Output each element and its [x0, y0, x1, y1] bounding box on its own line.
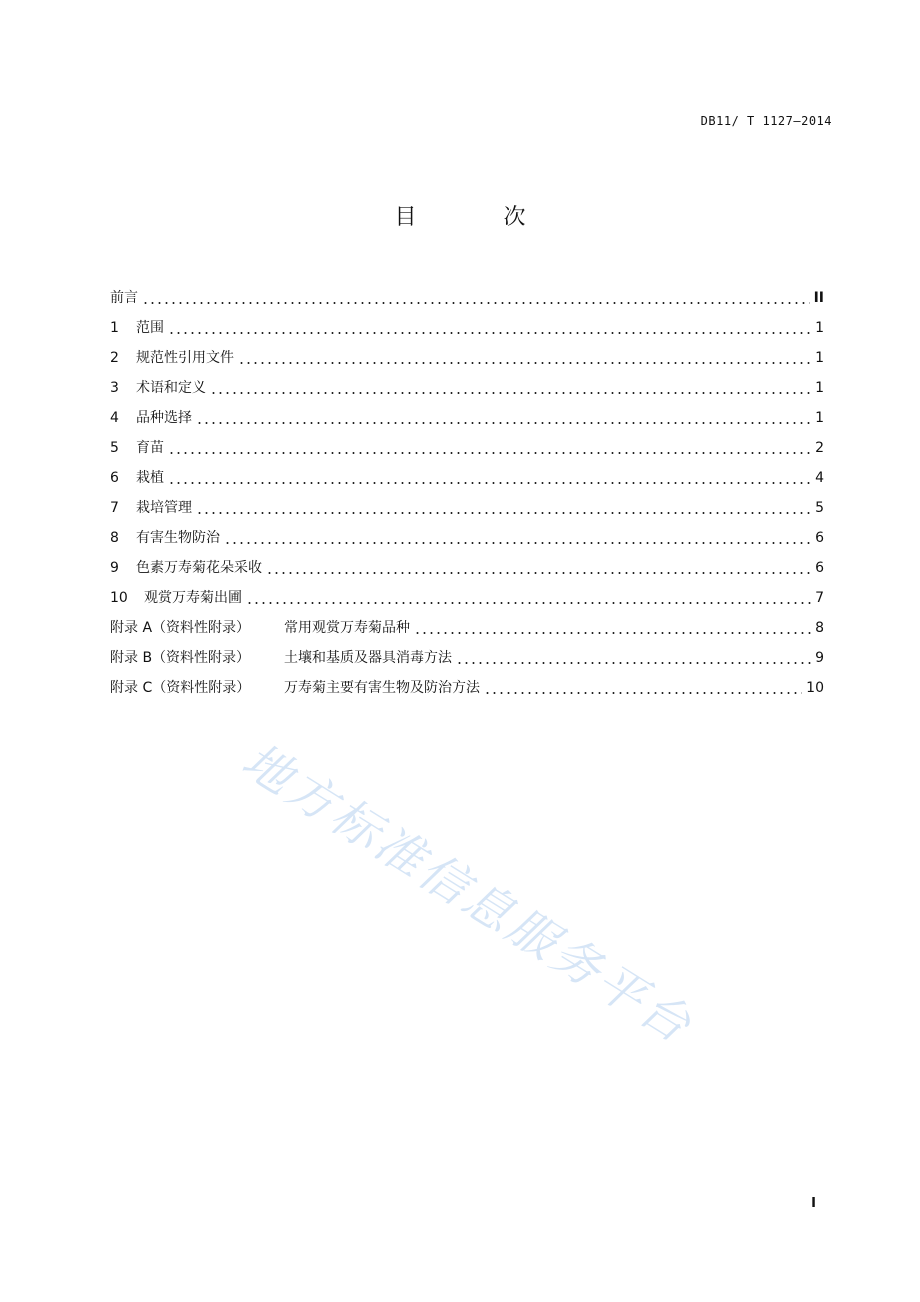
toc-page: II — [813, 290, 824, 306]
toc-entry-10[interactable] — [110, 578, 824, 608]
toc-num: 5 — [110, 440, 119, 456]
toc-entry-4[interactable] — [110, 398, 824, 428]
appendix-prefix: 附录 A（资料性附录） — [110, 620, 251, 636]
toc-num: 6 — [110, 470, 119, 486]
toc-label: 常用观赏万寿菊品种 — [284, 620, 410, 636]
toc-entry-1[interactable] — [110, 308, 824, 338]
toc-page: 1 — [815, 350, 824, 366]
toc-label: 栽培管理 — [136, 500, 192, 516]
toc-entry-2[interactable] — [110, 338, 824, 368]
toc-entry-8[interactable] — [110, 518, 824, 548]
toc-label: 色素万寿菊花朵采收 — [136, 560, 262, 576]
appendix-prefix: 附录 B（资料性附录） — [110, 650, 251, 666]
toc-label: 万寿菊主要有害生物及防治方法 — [284, 680, 480, 696]
toc-page: 10 — [806, 680, 824, 696]
toc-entry-foreword[interactable] — [110, 278, 824, 308]
appendix-prefix: 附录 C（资料性附录） — [110, 680, 251, 696]
toc-label: 观赏万寿菊出圃 — [144, 590, 242, 606]
toc-label: 术语和定义 — [136, 380, 206, 396]
toc-title: 目 次 — [394, 205, 566, 230]
dot-leader — [224, 542, 811, 544]
toc-entry-7[interactable] — [110, 488, 824, 518]
toc-label: 前言 — [110, 290, 138, 306]
toc-num: 10 — [110, 590, 128, 606]
toc-appendix-c[interactable] — [110, 668, 824, 698]
dot-leader — [196, 422, 811, 424]
toc-list — [110, 278, 824, 698]
toc-page: 6 — [815, 530, 824, 546]
toc-page: 1 — [815, 410, 824, 426]
toc-num: 8 — [110, 530, 119, 546]
toc-page: 1 — [815, 320, 824, 336]
toc-page: 5 — [815, 500, 824, 516]
toc-entry-9[interactable] — [110, 548, 824, 578]
toc-num: 2 — [110, 350, 119, 366]
toc-appendix-a[interactable] — [110, 608, 824, 638]
toc-num: 3 — [110, 380, 119, 396]
toc-page: 9 — [815, 650, 824, 666]
toc-label: 范围 — [136, 320, 164, 336]
toc-label: 规范性引用文件 — [136, 350, 234, 366]
toc-entry-3[interactable] — [110, 368, 824, 398]
toc-entry-6[interactable] — [110, 458, 824, 488]
toc-label: 土壤和基质及器具消毒方法 — [284, 650, 452, 666]
watermark: 地方标准信息服务平台 — [232, 732, 703, 1056]
toc-label: 育苗 — [136, 440, 164, 456]
dot-leader — [168, 332, 811, 334]
toc-num: 9 — [110, 560, 119, 576]
toc-num: 4 — [110, 410, 119, 426]
dot-leader — [238, 362, 811, 364]
doc-code: DB11/ T 1127—2014 — [700, 114, 832, 128]
dot-leader — [484, 692, 802, 694]
toc-label: 有害生物防治 — [136, 530, 220, 546]
toc-page: 2 — [815, 440, 824, 456]
dot-leader — [168, 482, 811, 484]
dot-leader — [142, 302, 810, 304]
toc-num: 7 — [110, 500, 119, 516]
toc-label: 品种选择 — [136, 410, 192, 426]
toc-page: 8 — [815, 620, 824, 636]
dot-leader — [210, 392, 811, 394]
toc-num: 1 — [110, 320, 119, 336]
dot-leader — [246, 602, 811, 604]
toc-page: 4 — [815, 470, 824, 486]
dot-leader — [414, 632, 811, 634]
toc-page: 6 — [815, 560, 824, 576]
page-number: I — [811, 1196, 816, 1211]
dot-leader — [168, 452, 811, 454]
toc-page: 1 — [815, 380, 824, 396]
toc-page: 7 — [815, 590, 824, 606]
toc-entry-5[interactable] — [110, 428, 824, 458]
dot-leader — [456, 662, 811, 664]
dot-leader — [266, 572, 811, 574]
toc-label: 栽植 — [136, 470, 164, 486]
toc-appendix-b[interactable] — [110, 638, 824, 668]
dot-leader — [196, 512, 811, 514]
